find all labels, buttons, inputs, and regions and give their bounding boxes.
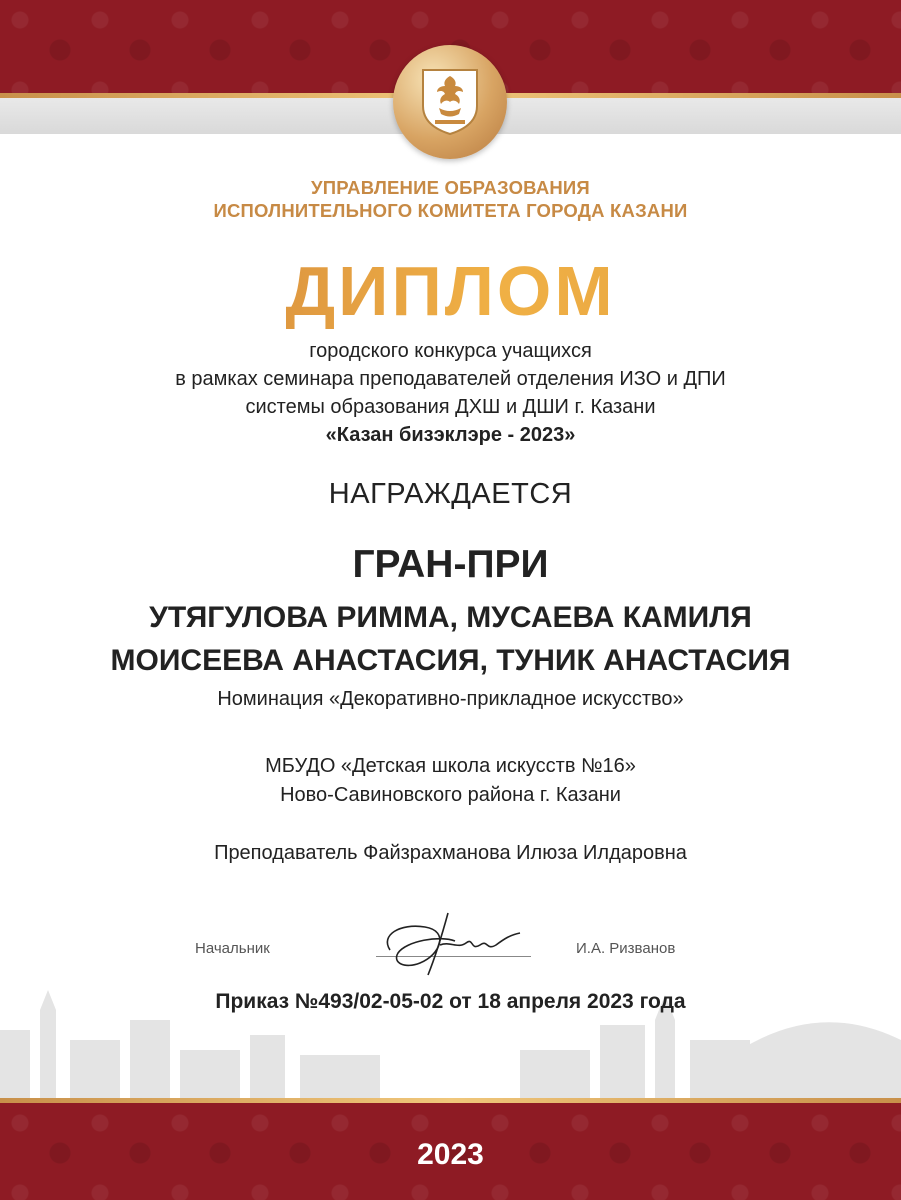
issuer-line-2: ИСПОЛНИТЕЛЬНОГО КОМИТЕТА ГОРОДА КАЗАНИ: [213, 200, 688, 221]
footer-year: 2023: [417, 1138, 484, 1171]
contest-description: [0, 337, 901, 449]
intro-line-1: городского конкурса учащихся: [309, 340, 592, 362]
awarded-heading: НАГРАЖДАЕТСЯ: [328, 478, 573, 510]
recipients: [0, 596, 901, 682]
diploma-title: ДИПЛОМ: [0, 252, 901, 330]
intro-line-2: в рамках семинара преподавателей отделения ИЗО и ДПИ: [175, 368, 726, 390]
handwritten-signature: [370, 905, 540, 985]
signer-title: Начальник: [195, 940, 270, 957]
issuer-line-1: УПРАВЛЕНИЕ ОБРАЗОВАНИЯ: [311, 177, 590, 198]
signer-name: И.А. Ризванов: [576, 940, 676, 957]
intro-line-3: системы образования ДХШ и ДШИ г. Казани: [245, 396, 656, 418]
school: [0, 752, 901, 810]
contest-name: «Казан бизэклэре - 2023»: [325, 424, 576, 446]
recipients-line-2: МОИСЕЕВА АНАСТАСИЯ, ТУНИК АНАСТАСИЯ: [110, 644, 791, 677]
kazan-coat-of-arms-icon: [421, 68, 479, 136]
prize-title: ГРАН-ПРИ: [352, 543, 549, 586]
teacher: Преподаватель Файзрахманова Илюза Илдаровна: [214, 842, 687, 864]
issuer-organization: [0, 176, 901, 222]
recipients-line-1: УТЯГУЛОВА РИММА, МУСАЕВА КАМИЛЯ: [149, 601, 752, 634]
school-line-1: МБУДО «Детская школа искусств №16»: [265, 755, 636, 777]
school-line-2: Ново-Савиновского района г. Казани: [280, 784, 621, 806]
nomination: Номинация «Декоративно-прикладное искусство»: [217, 688, 684, 710]
order-reference: Приказ №493/02-05-02 от 18 апреля 2023 года: [215, 990, 686, 1013]
